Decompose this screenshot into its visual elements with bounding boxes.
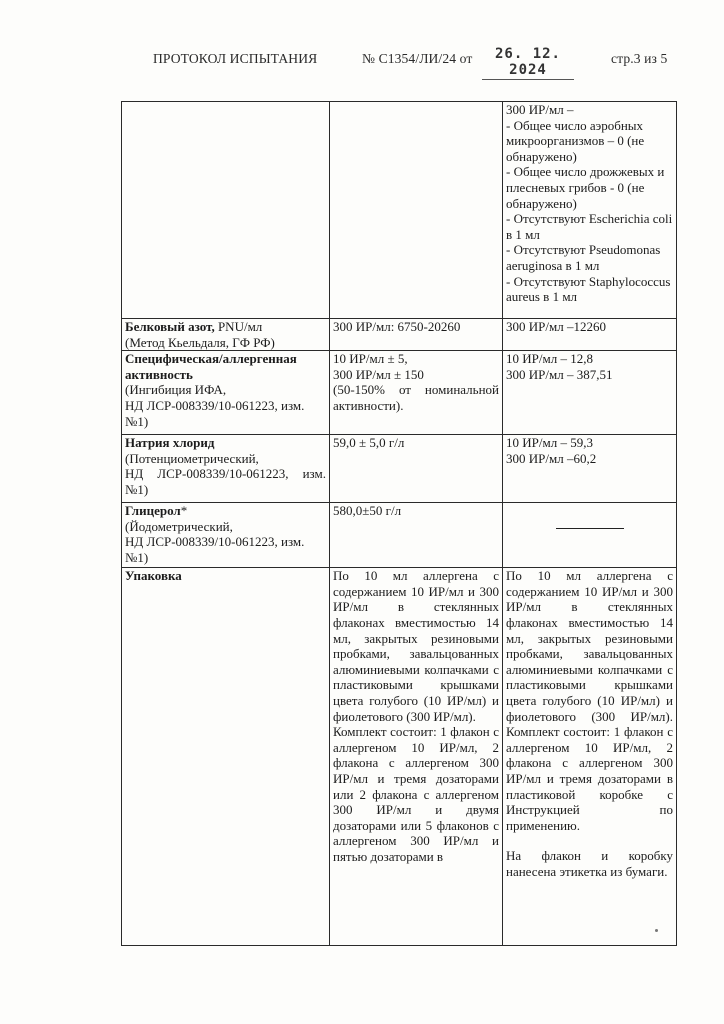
indicator-method: (Потенциометрический,	[125, 450, 259, 466]
table-row-sodium-chloride	[122, 435, 677, 503]
page-number: стр.3 из 5	[611, 51, 668, 66]
protocol-date-field	[482, 46, 574, 80]
result-value: 300 ИР/мл –60,2	[506, 450, 597, 466]
norm-paragraph: По 10 мл аллергена с содержанием 10 ИР/мл и 300 ИР/мл в стеклянных флаконах вместимостью 14 мл, закрытых резиновыми пробками, завальцованных алюминиевыми колпачками с пластиковыми крышками цвета голубого (10 ИР/мл) и фиолетового (300 ИР/мл).	[333, 568, 499, 724]
indicator-name: Белковый азот,	[125, 319, 215, 334]
norm-value: 580,0±50 г/л	[333, 503, 402, 519]
result-paragraph: По 10 мл аллергена с содержанием 10 ИР/мл и 300 ИР/мл в стеклянных флаконах вместимостью 14 мл, закрытых резиновыми пробками, завальцованных алюминиевыми колпачками с пластиковыми крышками цвета голубого (10 ИР/мл) и фиолетового (300 ИР/мл). Комплект состоит: 1 флакон с аллергеном 10 ИР/мл, 2 флакона с аллергеном 300 ИР/мл и тремя дозаторами в пластиковой коробке с Инструкцией по применению.	[506, 568, 673, 833]
indicator-name: Натрия хлорид	[125, 435, 215, 451]
table-row-glycerol	[122, 503, 677, 568]
cell-result	[503, 102, 677, 319]
micro-result-line: - Общее число дрожжевых и плесневых грибов - 0 (не обнаружено)	[506, 164, 665, 211]
norm-value: 300 ИР/мл: 6750-20260	[333, 319, 461, 334]
norm-value: 10 ИР/мл ± 5,	[333, 351, 408, 367]
indicator-method: НД ЛСР-008339/10-061223, изм. №1)	[125, 466, 326, 497]
micro-result-line: - Общее число аэробных микроорганизмов – 0 (не обнаружено)	[506, 117, 645, 164]
cell-norm	[330, 351, 503, 435]
result-value: 300 ИР/мл – 387,51	[506, 366, 613, 382]
cell-norm	[330, 102, 503, 319]
protocol-number: № С1354/ЛИ/24 от	[362, 51, 473, 66]
indicator-name: Специфическая/аллергенная активность	[125, 351, 297, 382]
cell-indicator	[122, 319, 330, 351]
norm-paragraph: Комплект состоит: 1 флакон с аллергеном 10 ИР/мл, 2 флакона с аллергеном 300 ИР/мл и тремя дозаторами или 2 флакона с аллергеном 300 ИР/мл и двумя дозаторами или 5 флаконов с аллергеном 300 ИР/мл и пятью дозаторами в	[333, 724, 499, 864]
cell-indicator	[122, 435, 330, 503]
micro-result-line: 300 ИР/мл –	[506, 102, 574, 117]
norm-value: 59,0 ± 5,0 г/л	[333, 435, 405, 451]
cell-norm	[330, 435, 503, 503]
micro-result-line: - Отсутствуют Staphylococcus aureus в 1 мл	[506, 273, 671, 305]
protocol-date-stamp: 26. 12. 2024	[494, 46, 561, 78]
indicator-name: Упаковка	[125, 568, 182, 584]
paragraph-gap	[506, 833, 673, 848]
cell-result	[503, 568, 677, 946]
table-row-allergen-activity	[122, 351, 677, 435]
cell-indicator	[122, 351, 330, 435]
cell-norm	[330, 568, 503, 946]
indicator-method: (Ингибиция ИФА,	[125, 382, 227, 398]
empty-result-dash	[556, 528, 624, 529]
norm-value: 300 ИР/мл ± 150	[333, 366, 424, 382]
scan-speck	[655, 929, 658, 932]
cell-result	[503, 319, 677, 351]
cell-indicator	[122, 568, 330, 946]
cell-result	[503, 435, 677, 503]
test-results-table	[121, 101, 677, 946]
indicator-name: Глицерол	[125, 503, 181, 519]
result-value: 10 ИР/мл – 59,3	[506, 435, 593, 451]
cell-norm	[330, 319, 503, 351]
footnote-mark: *	[180, 503, 188, 519]
result-paragraph: На флакон и коробку нанесена этикетка из бумаги.	[506, 848, 673, 879]
result-value: 300 ИР/мл –12260	[506, 319, 606, 334]
table-row-protein-nitrogen	[122, 319, 677, 351]
cell-result	[503, 503, 677, 568]
indicator-method: (Метод Кьельдаля, ГФ РФ)	[125, 334, 275, 350]
cell-result	[503, 351, 677, 435]
indicator-unit: PNU/мл	[214, 319, 263, 334]
table-row-packaging	[122, 568, 677, 946]
cell-indicator	[122, 503, 330, 568]
indicator-method: НД ЛСР-008339/10-061223, изм. №1)	[125, 534, 305, 565]
micro-result-line: - Отсутствуют Escherichia coli в 1 мл	[506, 211, 673, 242]
indicator-method: НД ЛСР-008339/10-061223, изм. №1)	[125, 397, 305, 429]
cell-norm	[330, 503, 503, 568]
result-value: 10 ИР/мл – 12,8	[506, 351, 593, 367]
norm-value: (50-150% от номинальной активности).	[333, 382, 499, 413]
cell-indicator	[122, 102, 330, 319]
indicator-method: (Йодометрический,	[125, 518, 233, 534]
table-row-microbiology	[122, 102, 677, 319]
protocol-title: ПРОТОКОЛ ИСПЫТАНИЯ	[153, 51, 318, 66]
micro-result-line: - Отсутствуют Pseudomonas aeruginosa в 1 мл	[506, 242, 661, 273]
